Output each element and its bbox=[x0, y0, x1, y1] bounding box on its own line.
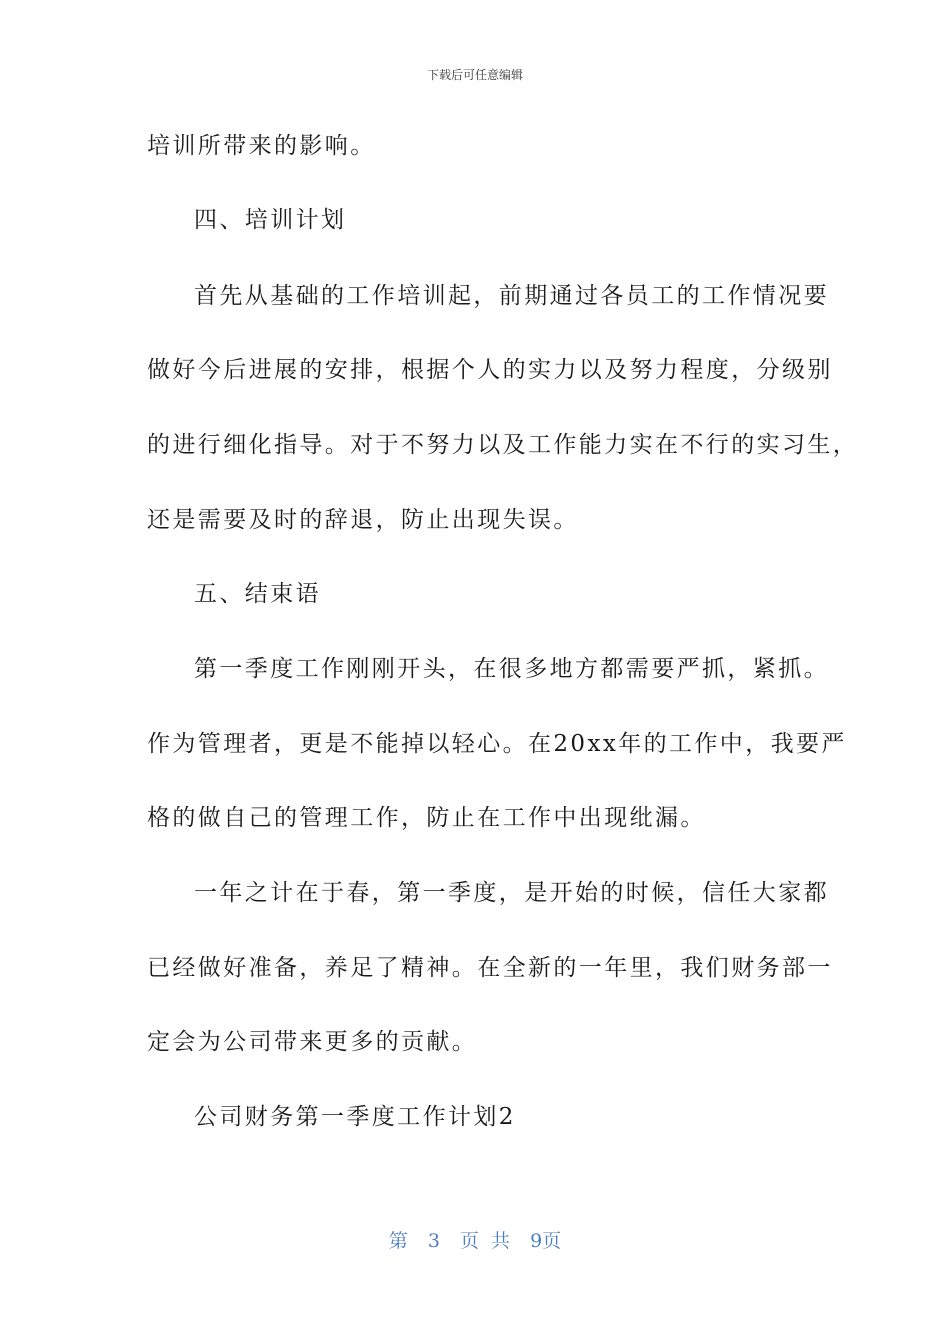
paragraph-line: 作为管理者，更是不能掉以轻心。在20xx年的工作中，我要严 bbox=[147, 731, 847, 757]
header-note: 下载后可任意编辑 bbox=[426, 68, 523, 82]
paragraph-line: 格的做自己的管理工作，防止在工作中出现纰漏。 bbox=[147, 805, 706, 831]
current-page-number: 3 bbox=[427, 1230, 440, 1252]
paragraph-line: 的进行细化指导。对于不努力以及工作能力实在不行的实习生， bbox=[147, 432, 859, 458]
section-heading: 四、培训计划 bbox=[194, 207, 347, 233]
page-footer bbox=[0, 1226, 950, 1253]
paragraph-line: 定会为公司带来更多的贡献。 bbox=[147, 1029, 478, 1055]
section-heading: 五、结束语 bbox=[194, 581, 321, 607]
page-label-prefix: 第 bbox=[388, 1230, 408, 1252]
document-title-line: 公司财务第一季度工作计划2 bbox=[194, 1104, 516, 1130]
page-label-mid: 页 共 bbox=[460, 1230, 511, 1252]
paragraph-line: 已经做好准备，养足了精神。在全新的一年里，我们财务部一 bbox=[147, 955, 833, 981]
paragraph-line: 还是需要及时的辞退，防止出现失误。 bbox=[147, 507, 579, 533]
paragraph-line: 一年之计在于春，第一季度，是开始的时候，信任大家都 bbox=[194, 880, 829, 906]
paragraph-line: 培训所带来的影响。 bbox=[147, 133, 376, 159]
paragraph-line: 首先从基础的工作培训起，前期通过各员工的工作情况要 bbox=[194, 283, 829, 309]
paragraph-line: 做好今后进展的安排，根据个人的实力以及努力程度，分级别 bbox=[147, 357, 833, 383]
total-pages: 9页 bbox=[530, 1230, 562, 1252]
paragraph-line: 第一季度工作刚刚开头，在很多地方都需要严抓，紧抓。 bbox=[194, 656, 829, 682]
